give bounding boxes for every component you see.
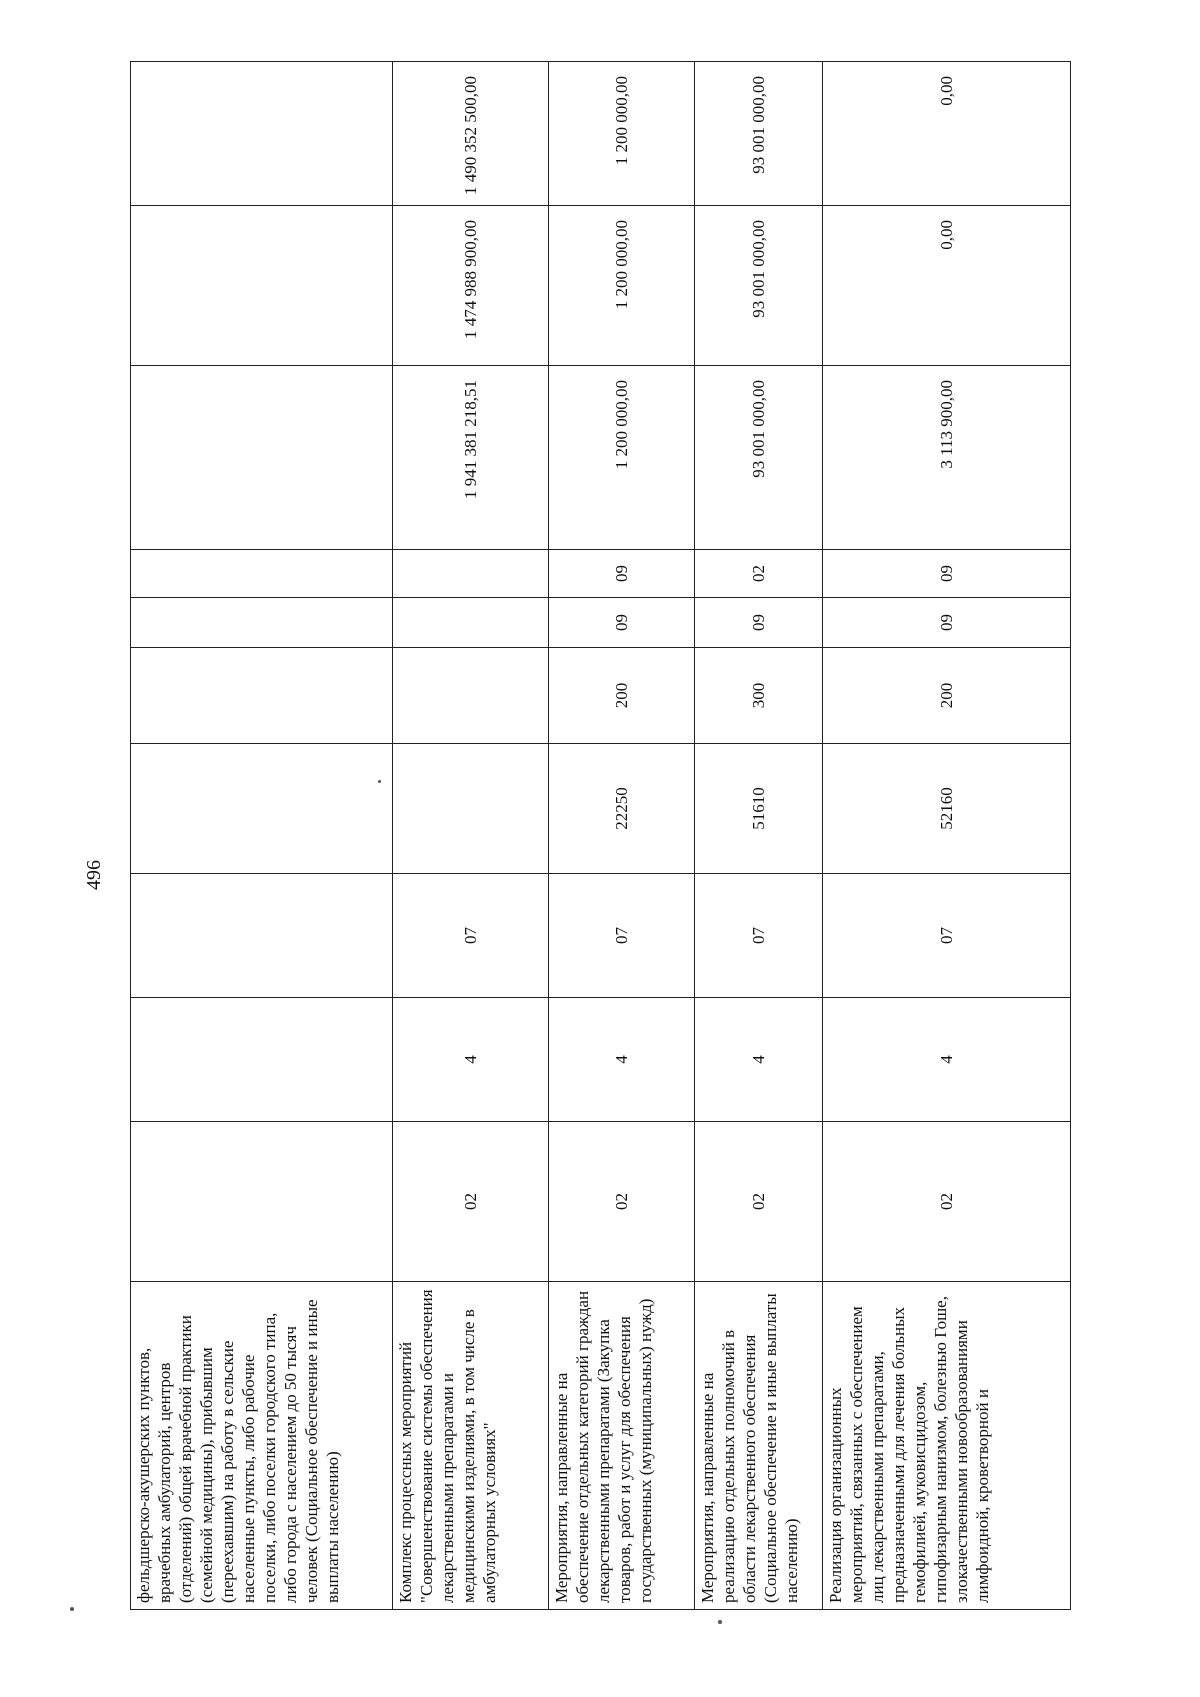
section-code bbox=[393, 598, 549, 648]
structural-element-code: 07 bbox=[823, 874, 1071, 998]
amount-year-2: 1 200 000,00 bbox=[549, 206, 695, 366]
section-code: 09 bbox=[695, 598, 823, 648]
structural-element-code: 07 bbox=[695, 874, 823, 998]
expense-type-code: 200 bbox=[823, 648, 1071, 744]
structural-element-code: 07 bbox=[393, 874, 549, 998]
direction-code: 52160 bbox=[823, 744, 1071, 874]
program-code: 02 bbox=[549, 1122, 695, 1282]
table-row bbox=[549, 62, 695, 1610]
table-row bbox=[393, 62, 549, 1610]
table-row bbox=[695, 62, 823, 1610]
amount-year-1: 1 200 000,00 bbox=[549, 366, 695, 550]
subsection-code: 09 bbox=[823, 550, 1071, 598]
subsection-code bbox=[131, 550, 393, 598]
program-code: 02 bbox=[695, 1122, 823, 1282]
row-description: Реализация организационных мероприятий, связанных с обеспечением лиц лекарственными препаратами, предназначенными для лечения больных гемофилией, муковисцидозом, гипофизарным нанизмом, болезнью Гоше, злокачественными новообразованиями лимфоидной, кроветворной и bbox=[823, 1282, 1071, 1610]
section-code: 09 bbox=[823, 598, 1071, 648]
amount-year-2 bbox=[131, 206, 393, 366]
expense-type-code bbox=[131, 648, 393, 744]
row-description: Мероприятия, направленные на обеспечение отдельных категорий граждан лекарственными препаратами (Закупка товаров, работ и услуг для обеспечения государственных (муниципальных) нужд) bbox=[549, 1282, 695, 1610]
section-code bbox=[131, 598, 393, 648]
amount-year-2: 0,00 bbox=[823, 206, 1071, 366]
expense-type-code: 200 bbox=[549, 648, 695, 744]
amount-year-3: 1 200 000,00 bbox=[549, 62, 695, 206]
amount-year-1: 1 941 381 218,51 bbox=[393, 366, 549, 550]
direction-code: 51610 bbox=[695, 744, 823, 874]
budget-table bbox=[130, 61, 1071, 1610]
subprogram-code: 4 bbox=[695, 998, 823, 1122]
expense-type-code bbox=[393, 648, 549, 744]
subprogram-code: 4 bbox=[823, 998, 1071, 1122]
subprogram-code: 4 bbox=[549, 998, 695, 1122]
program-code bbox=[131, 1122, 393, 1282]
structural-element-code: 07 bbox=[549, 874, 695, 998]
subprogram-code bbox=[131, 998, 393, 1122]
direction-code: 22250 bbox=[549, 744, 695, 874]
subsection-code bbox=[393, 550, 549, 598]
amount-year-3 bbox=[131, 62, 393, 206]
page-number: 496 bbox=[83, 860, 105, 890]
amount-year-3: 93 001 000,00 bbox=[695, 62, 823, 206]
table-row bbox=[823, 62, 1071, 1610]
scan-speck bbox=[70, 1607, 74, 1611]
amount-year-1 bbox=[131, 366, 393, 550]
row-description: фельдшерско-акушерских пунктов, врачебных амбулаторий, центров (отделений) общей врачебной практики (семейной медицины), прибывшим (переехавшим) на работу в сельские населенные пункты, либо рабочие поселки, либо поселки городского типа, либо города с населением до 50 тысяч человек (Социальное обеспечение и иные выплаты населению) bbox=[131, 1282, 393, 1610]
direction-code bbox=[131, 744, 393, 874]
amount-year-3: 1 490 352 500,00 bbox=[393, 62, 549, 206]
section-code: 09 bbox=[549, 598, 695, 648]
budget-table-rotated bbox=[130, 62, 1070, 1610]
amount-year-2: 93 001 000,00 bbox=[695, 206, 823, 366]
program-code: 02 bbox=[393, 1122, 549, 1282]
subsection-code: 02 bbox=[695, 550, 823, 598]
scan-speck bbox=[718, 1620, 722, 1624]
amount-year-1: 3 113 900,00 bbox=[823, 366, 1071, 550]
direction-code bbox=[393, 744, 549, 874]
table-row bbox=[131, 62, 393, 1610]
amount-year-3: 0,00 bbox=[823, 62, 1071, 206]
subsection-code: 09 bbox=[549, 550, 695, 598]
scan-speck bbox=[378, 780, 381, 783]
amount-year-2: 1 474 988 900,00 bbox=[393, 206, 549, 366]
program-code: 02 bbox=[823, 1122, 1071, 1282]
expense-type-code: 300 bbox=[695, 648, 823, 744]
amount-year-1: 93 001 000,00 bbox=[695, 366, 823, 550]
row-description: Комплекс процессных мероприятий "Совершенствование системы обеспечения лекарственными препаратами и медицинскими изделиями, в том числе в амбулаторных условиях" bbox=[393, 1282, 549, 1610]
structural-element-code bbox=[131, 874, 393, 998]
subprogram-code: 4 bbox=[393, 998, 549, 1122]
row-description: Мероприятия, направленные на реализацию отдельных полномочий в области лекарственного обеспечения (Социальное обеспечение и иные выплаты населению) bbox=[695, 1282, 823, 1610]
